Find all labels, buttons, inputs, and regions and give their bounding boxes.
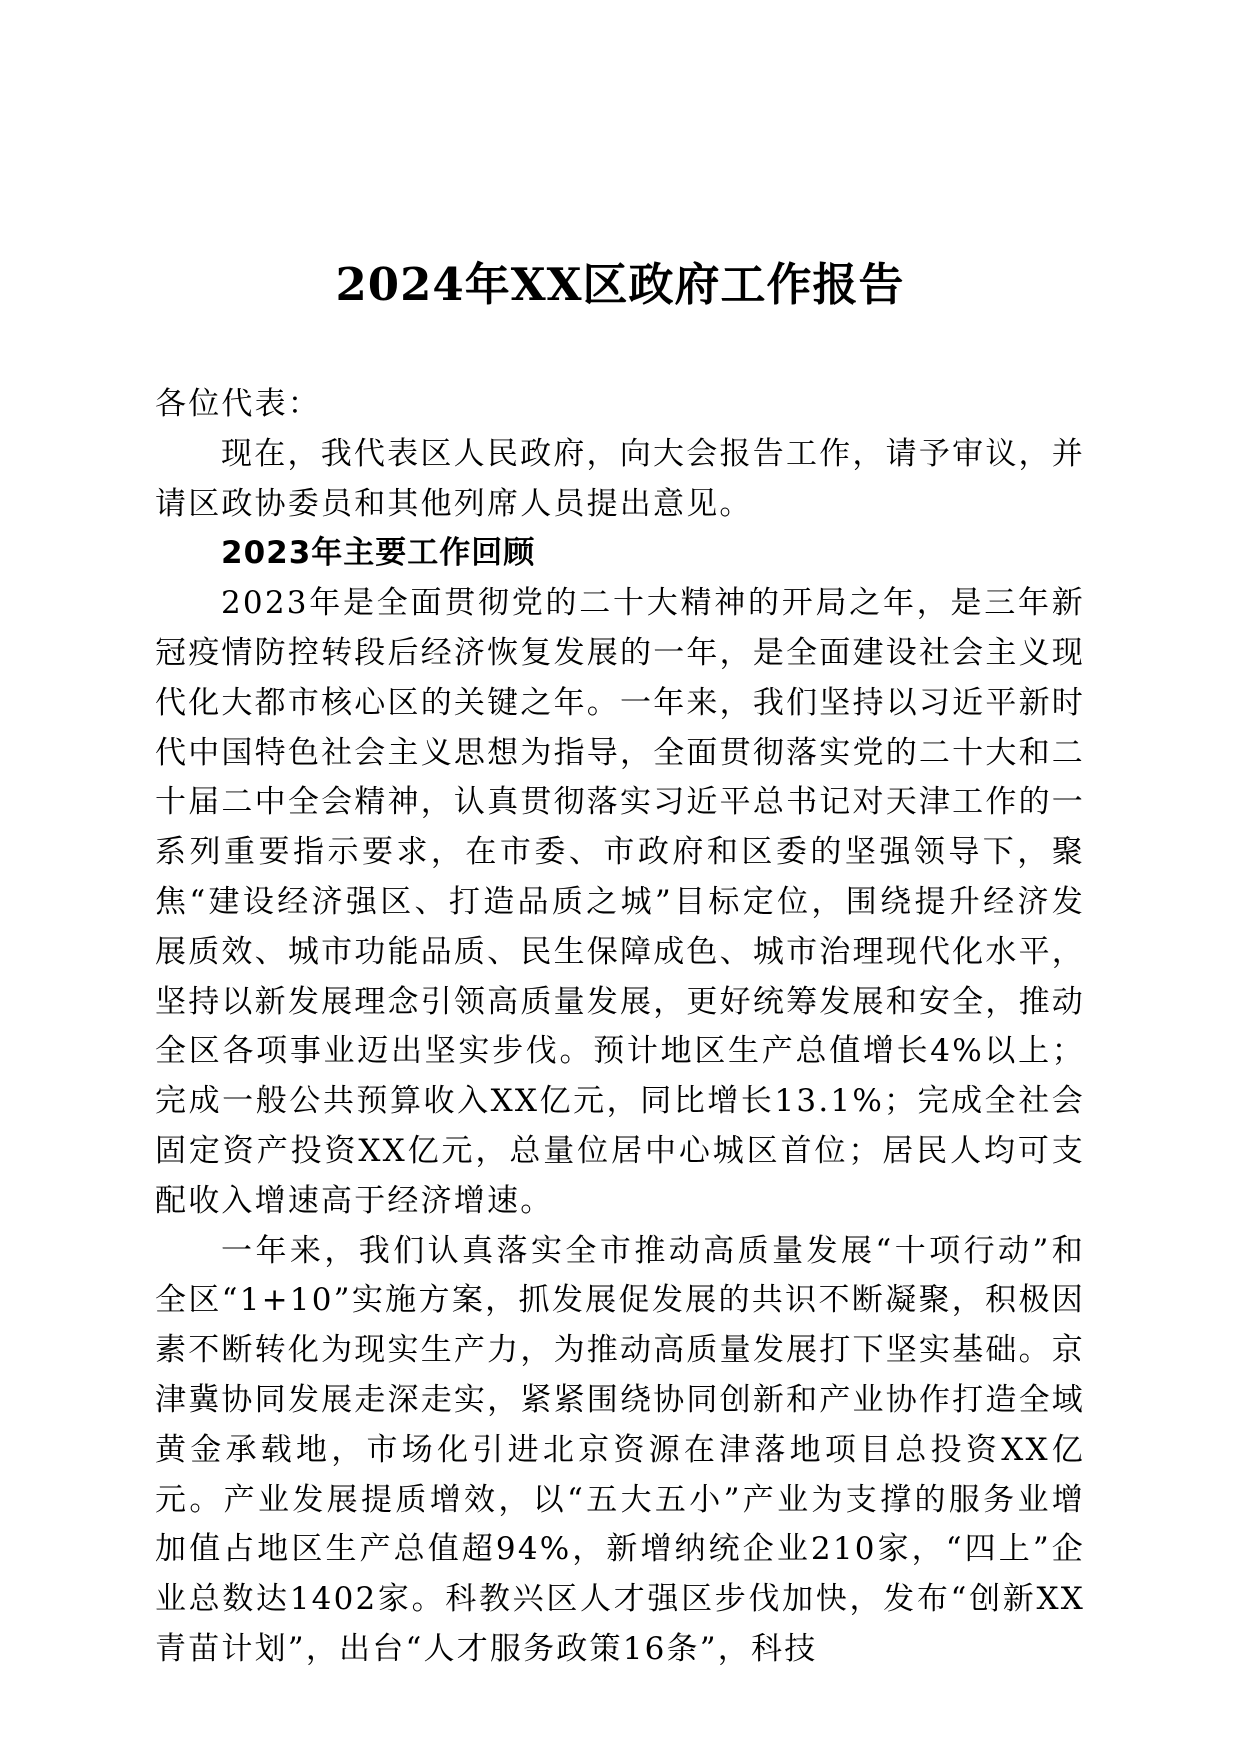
salutation: 各位代表： bbox=[155, 386, 321, 422]
document-body bbox=[155, 380, 1085, 1675]
body-paragraph-1: 2023年是全面贯彻党的二十大精神的开局之年，是三年新冠疫情防控转段后经济恢复发展的一年，是全面建设社会主义现代化大都市核心区的关键之年。一年来，我们坚持以习近平新时代中国特色社会主义思想为指导，全面贯彻落实党的二十大和二十届二中全会精神，认真贯彻落实习近平总书记对天津工作的一系列重要指示要求，在市委、市政府和区委的坚强领导下，聚焦“建设经济强区、打造品质之城”目标定位，围绕提升经济发展质效、城市功能品质、民生保障成色、城市治理现代化水平，坚持以新发展理念引领高质量发展，更好统筹发展和安全，推动全区各项事业迈出坚实步伐。预计地区生产总值增长4%以上；完成一般公共预算收入XX亿元，同比增长13.1%；完成全社会固定资产投资XX亿元，总量位居中心城区首位；居民人均可支配收入增速高于经济增速。 bbox=[155, 585, 1085, 1219]
section-heading: 2023年主要工作回顾 bbox=[221, 535, 536, 572]
document-title: 2024年XX区政府工作报告 bbox=[335, 258, 905, 311]
intro-paragraph: 现在，我代表区人民政府，向大会报告工作，请予审议，并请区政协委员和其他列席人员提出意见。 bbox=[155, 435, 1085, 522]
body-paragraph-2: 一年来，我们认真落实全市推动高质量发展“十项行动”和全区“1+10”实施方案，抓发展促发展的共识不断凝聚，积极因素不断转化为现实生产力，为推动高质量发展打下坚实基础。京津冀协同发展走深走实，紧紧围绕协同创新和产业协作打造全域黄金承载地，市场化引进北京资源在津落地项目总投资XX亿元。产业发展提质增效，以“五大五小”产业为支撑的服务业增加值占地区生产总值超94%，新增纳统企业210家，“四上”企业总数达1402家。科教兴区人才强区步伐加快，发布“创新XX青苗计划”，出台“人才服务政策16条”，科技 bbox=[155, 1232, 1085, 1667]
